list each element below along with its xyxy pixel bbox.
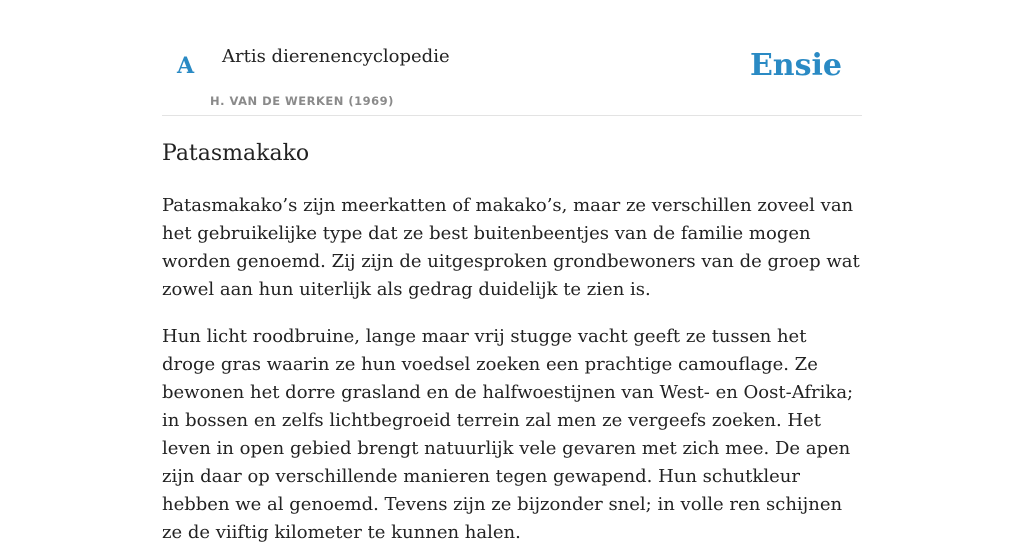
book-header (162, 0, 862, 116)
book-title-link[interactable]: Artis dierenencyclopedie (222, 46, 450, 67)
entry-title: Patasmakako (162, 141, 310, 166)
article-paragraph: Hun licht roodbruine, lange maar vrij stugge vacht geeft ze tussen het droge gras waarin ze hun voedsel zoeken een prachtige camouflage. Ze bewonen het dorre grasland en de halfwoestijnen van West- en Oost-Afrika; in bossen en zelfs lichtbegroeid terrein zal men ze vergeefs zoeken. Het leven in open gebied brengt natuurlijk vele gevaren met zich mee. De apen zijn daar op verschillende manieren tegen gewapend. Hun schutkleur hebben we al genoemd. Tevens zijn ze bijzonder snel; in volle ren schijnen ze de viiftig kilometer te kunnen halen. (162, 326, 854, 543)
book-logo-letter[interactable]: A (177, 53, 195, 79)
book-author: H. VAN DE WERKEN (1969) (210, 94, 394, 108)
article-content (162, 138, 862, 547)
article-paragraph: Patasmakako’s zijn meerkatten of makako’s, maar ze verschillen zoveel van het gebruikelijke type dat ze best buitenbeentjes van de familie mogen worden genoemd. Zij zijn de uitgesproken grondbewoners van de groep wat zowel aan hun uiterlijk als gedrag duidelijk te zien is. (162, 195, 860, 300)
ensie-logo[interactable]: Ensie (749, 48, 842, 83)
